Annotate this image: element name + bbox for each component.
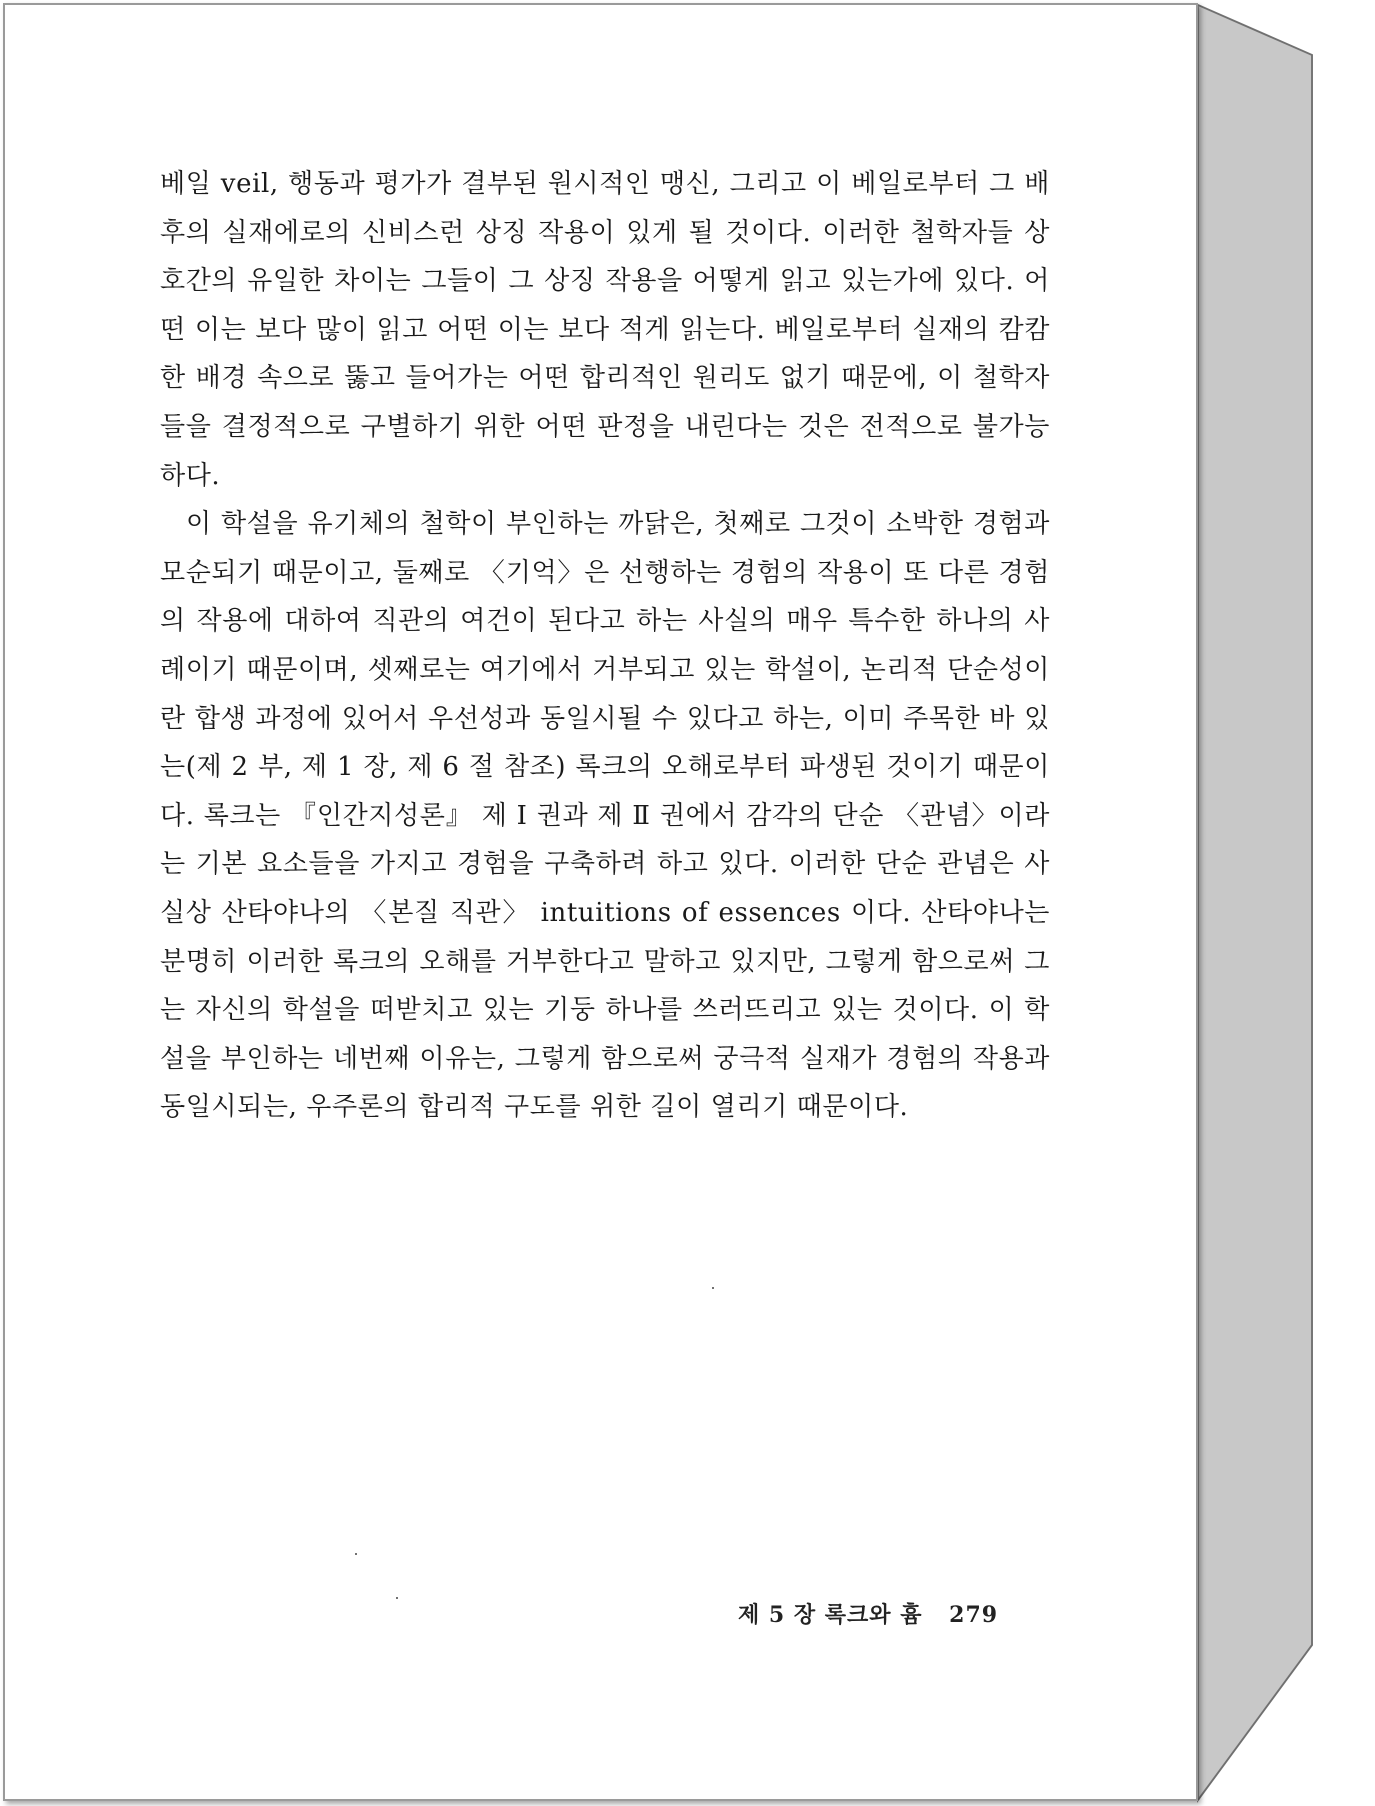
scan-speck: [396, 1597, 398, 1599]
running-head: 제 5 장 록크와 흄: [738, 1602, 923, 1628]
paragraph-1: 베일 veil, 행동과 평가가 결부된 원시적인 맹신, 그리고 이 베일로부터 그 배후의 실재에로의 신비스런 상징 작용이 있게 될 것이다. 이러한 철학자들 상호간의 유일한 차이는 그들이 그 상징 작용을 어떻게 읽고 있는가에 있다. 어떤 이는 보다 많이 읽고 어떤 이는 보다 적게 읽는다. 베일로부터 실재의 캄캄한 배경 속으로 뚫고 들어가는 어떤 합리적인 원리도 없기 때문에, 이 철학자들을 결정적으로 구별하기 위한 어떤 판정을 내린다는 것은 전적으로 불가능하다.: [160, 169, 1050, 491]
scan-speck: [712, 1287, 714, 1289]
page-footer: [738, 1598, 998, 1629]
scan-speck: [355, 1553, 357, 1555]
page-number: 279: [949, 1602, 999, 1628]
body-text: [160, 160, 1050, 1132]
paragraph-2: 이 학설을 유기체의 철학이 부인하는 까닭은, 첫째로 그것이 소박한 경험과 모순되기 때문이고, 둘째로 〈기억〉은 선행하는 경험의 작용이 또 다른 경험의 작용에 대하여 직관의 여건이 된다고 하는 사실의 매우 특수한 하나의 사례이기 때문이며, 셋째로는 여기에서 거부되고 있는 학설이, 논리적 단순성이란 합생 과정에 있어서 우선성과 동일시될 수 있다고 하는, 이미 주목한 바 있는(제 2 부, 제 1 장, 제 6 절 참조) 록크의 오해로부터 파생된 것이기 때문이다. 록크는 『인간지성론』 제 Ⅰ 권과 제 Ⅱ 권에서 감각의 단순 〈관념〉이라는 기본 요소들을 가지고 경험을 구축하려 하고 있다. 이러한 단순 관념은 사실상 산타야나의 〈본질 직관〉 intuitions of essences 이다. 산타야나는 분명히 이러한 록크의 오해를 거부한다고 말하고 있지만, 그렇게 함으로써 그는 자신의 학설을 떠받치고 있는 기둥 하나를 쓰러뜨리고 있는 것이다. 이 학설을 부인하는 네번째 이유는, 그렇게 함으로써 궁극적 실재가 경험의 작용과 동일시되는, 우주론의 합리적 구도를 위한 길이 열리기 때문이다.: [160, 509, 1050, 1123]
